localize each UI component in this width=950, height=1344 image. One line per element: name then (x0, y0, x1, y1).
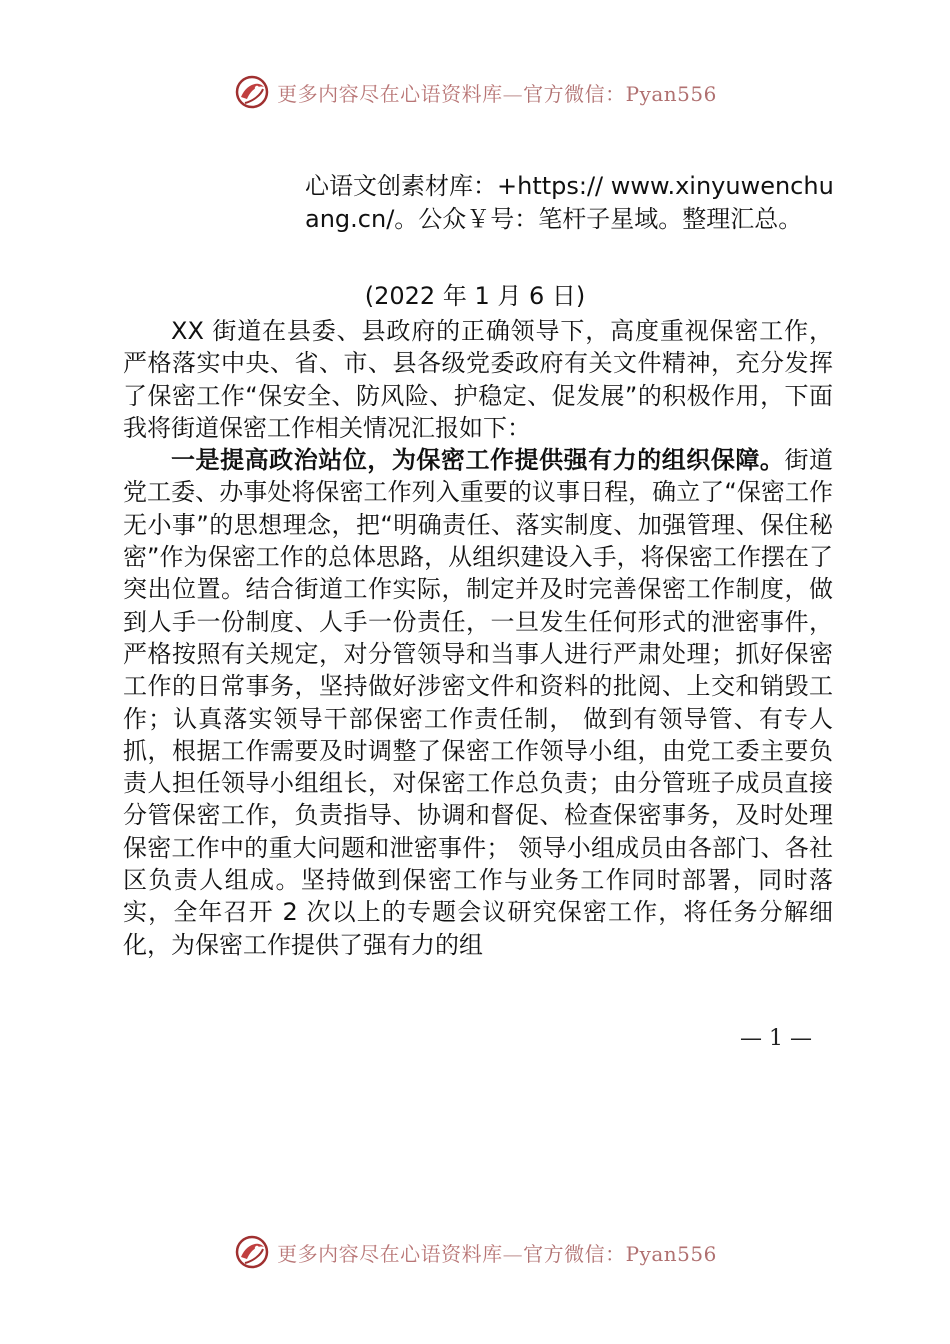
source-note: 心语文创素材库：+https:// www.xinyuwenchuang.cn/。公众￥号：笔杆子星域。整理汇总。 (305, 172, 834, 233)
swirl-logo-icon (233, 1233, 271, 1271)
banner-separator: — (502, 81, 524, 106)
banner-wechat-label: 官方微信： (523, 81, 626, 106)
banner-separator: — (502, 1241, 524, 1266)
section-1-paragraph (123, 444, 833, 961)
banner-slogan: 更多内容尽在心语资料库 (277, 1241, 503, 1266)
document-body (123, 315, 833, 961)
banner-slogan: 更多内容尽在心语资料库 (277, 81, 503, 106)
banner-wechat-id: Pyan556 (625, 1241, 717, 1266)
document-date: (2022 年 1 月 6 日) (364, 282, 586, 310)
section-1-heading: 一是提高政治站位，为保密工作提供强有力的组织保障。 (171, 446, 785, 475)
header-watermark-banner (0, 72, 950, 112)
banner-text (277, 1238, 717, 1267)
intro-paragraph: XX 街道在县委、县政府的正确领导下，高度重视保密工作，严格落实中央、省、市、县各级党委政府有关文件精神，充分发挥了保密工作“保安全、防风险、护稳定、促发展”的积极作用，下面我将街道保密工作相关情况汇报如下： (123, 317, 833, 442)
swirl-logo-icon (233, 73, 271, 111)
banner-text (277, 78, 717, 107)
banner-wechat-id: Pyan556 (625, 81, 717, 106)
section-1-body: 街道党工委、办事处将保密工作列入重要的议事日程，确立了“保密工作无小事”的思想理念，把“明确责任、落实制度、加强管理、保住秘密”作为保密工作的总体思路，从组织建设入手，将保密工作摆在了突出位置。结合街道工作实际，制定并及时完善保密工作制度，做到人手一份制度、人手一份责任，一旦发生任何形式的泄密事件，严格按照有关规定，对分管领导和当事人进行严肃处理；抓好保密工作的日常事务，坚持做好涉密文件和资料的批阅、上交和销毁工作；认真落实领导干部保密工作责任制， 做到有领导管、有专人抓，根据工作需要及时调整了保密工作领导小组，由党工委主要负责人担任领导小组组长，对保密工作总负责；由分管班子成员直接分管保密工作，负责指导、协调和督促、检查保密事务，及时处理保密工作中的重大问题和泄密事件； 领导小组成员由各部门、各社区负责人组成。坚持做到保密工作与业务工作同时部署，同时落实，全年召开 2 次以上的专题会议研究保密工作，将任务分解细化，为保密工作提供了强有力的组 (123, 446, 834, 959)
page-number: — 1 — (740, 1026, 812, 1051)
banner-wechat-label: 官方微信： (523, 1241, 626, 1266)
footer-watermark-banner (0, 1232, 950, 1272)
